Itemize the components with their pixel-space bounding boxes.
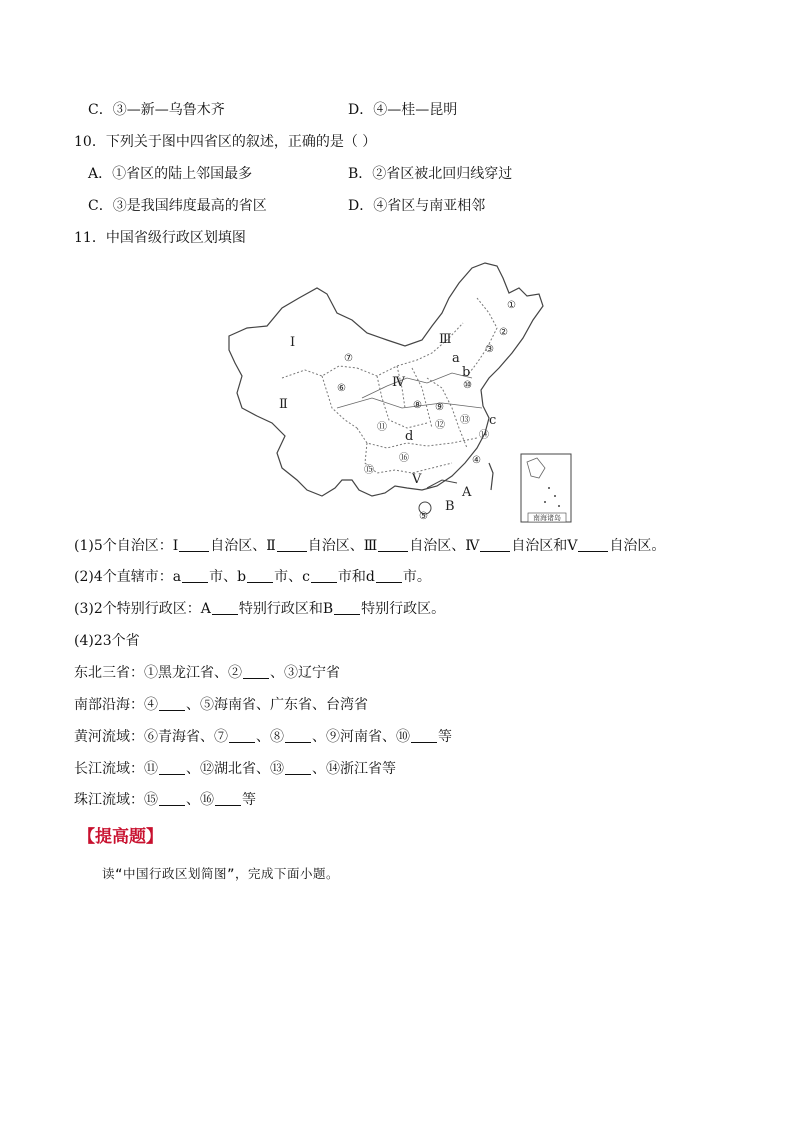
map-num-8: ⑧ [413, 400, 422, 411]
yangtze-text-3: 、⑭浙江省等 [312, 761, 396, 777]
part2-prefix: (2)4个直辖市： [74, 569, 173, 585]
northeast-text-1: 东北三省：①黑龙江省、② [74, 665, 242, 681]
blank-province-10[interactable] [411, 728, 437, 743]
map-num-9: ⑨ [435, 402, 444, 413]
part1-mark-3: Ⅲ [363, 538, 378, 554]
part2-suffix-a: 市、 [209, 569, 238, 585]
blank-province-8[interactable] [285, 728, 311, 743]
part2-mark-c: c [302, 569, 310, 585]
blank-sar-b[interactable] [334, 600, 360, 615]
part3-mark-a: A [200, 601, 211, 617]
q10-option-a: A．①省区的陆上邻国最多 [88, 166, 253, 182]
part3-suffix-b: 特别行政区。 [361, 601, 446, 617]
blank-region-1[interactable] [179, 537, 209, 552]
q11-stem: 11．中国省级行政区划填图 [74, 230, 246, 246]
map-label-roman-4: Ⅳ [392, 375, 405, 390]
map-label-roman-2: Ⅱ [279, 397, 288, 412]
south-coast-line [74, 695, 368, 715]
south-text-2: 、⑤海南省、广东省、台湾省 [186, 697, 368, 713]
map-num-2: ② [499, 327, 508, 338]
part3-line [74, 599, 445, 619]
pearl-river-line [74, 790, 256, 810]
q10-option-b: B．②省区被北回归线穿过 [348, 166, 513, 182]
northeast-text-2: 、③辽宁省 [270, 665, 340, 681]
map-label-city-a: a [452, 351, 460, 366]
map-label-roman-1: Ⅰ [290, 335, 296, 350]
blank-region-2[interactable] [277, 537, 307, 552]
part1-line [74, 536, 665, 556]
south-china-sea-inset [521, 454, 571, 522]
blank-city-c[interactable] [311, 568, 337, 583]
yellow-text-4: 等 [438, 729, 452, 745]
map-num-12: ⑫ [435, 420, 445, 431]
blank-province-15[interactable] [159, 791, 185, 806]
q9-option-c: C．③—新—乌鲁木齐 [88, 102, 225, 118]
pearl-text-1: 珠江流域：⑮ [74, 792, 158, 808]
map-num-3: ③ [485, 344, 494, 355]
part2-suffix-d: 市。 [402, 569, 431, 585]
yellow-text-1: 黄河流域：⑥青海省、⑦ [74, 729, 228, 745]
blank-sar-a[interactable] [212, 600, 238, 615]
part2-mark-a: a [172, 569, 182, 585]
map-label-sar-a: A [462, 485, 472, 500]
blank-province-2[interactable] [243, 664, 269, 679]
inset-label: 南海诸岛 [533, 514, 561, 522]
map-num-14: ⑭ [479, 430, 489, 441]
map-num-10: ⑩ [463, 380, 472, 391]
blank-province-7[interactable] [229, 728, 255, 743]
part1-suffix-3: 自治区、 [409, 538, 466, 554]
map-num-5: ⑤ [419, 511, 428, 522]
yangtze-text-2: 、⑫湖北省、⑬ [186, 761, 284, 777]
map-num-7: ⑦ [344, 353, 353, 364]
yellow-text-2: 、⑧ [256, 729, 284, 745]
part1-suffix-4: 自治区和 [511, 538, 568, 554]
blank-city-a[interactable] [182, 568, 208, 583]
china-outline [229, 263, 543, 496]
map-num-13: ⑬ [460, 415, 470, 426]
part3-mark-b: B [322, 601, 334, 617]
part1-mark-5: Ⅴ [567, 538, 578, 554]
part3-prefix: (3)2个特别行政区： [74, 601, 201, 617]
map-label-city-b: b [462, 365, 471, 380]
map-label-city-d: d [405, 429, 414, 444]
blank-region-5[interactable] [578, 537, 608, 552]
part4-line: (4)23个省 [74, 633, 140, 649]
pearl-text-3: 等 [242, 792, 256, 808]
blank-region-4[interactable] [480, 537, 510, 552]
yellow-text-3: 、⑨河南省、⑩ [312, 729, 410, 745]
map-label-roman-5: Ⅴ [412, 472, 422, 487]
map-label-sar-b: B [445, 499, 455, 514]
yangtze-line [74, 759, 396, 779]
map-num-4: ④ [472, 455, 481, 466]
blank-province-16[interactable] [215, 791, 241, 806]
part1-mark-1: Ⅰ [172, 538, 179, 554]
q10-option-c: C．③是我国纬度最高的省区 [88, 198, 267, 214]
part2-line [74, 567, 431, 587]
part1-suffix-1: 自治区、 [210, 538, 267, 554]
q10-stem: 10．下列关于图中四省区的叙述，正确的是（ ） [74, 134, 377, 150]
part3-suffix-a: 特别行政区和 [238, 601, 323, 617]
china-province-map [227, 258, 577, 528]
map-num-15: ⑮ [364, 465, 374, 476]
northeast-line [74, 663, 340, 683]
pearl-text-2: 、⑯ [186, 792, 214, 808]
blank-province-13[interactable] [285, 760, 311, 775]
part1-prefix: (1)5个自治区： [74, 538, 173, 554]
q10-option-d: D．④省区与南亚相邻 [348, 198, 486, 214]
reading-instruction: 读“中国行政区划简图”，完成下面小题。 [102, 866, 340, 881]
map-label-roman-3: Ⅲ [439, 332, 452, 347]
blank-city-d[interactable] [376, 568, 402, 583]
yellow-river-line [74, 727, 452, 747]
blank-province-4[interactable] [159, 696, 185, 711]
part1-mark-2: Ⅱ [266, 538, 276, 554]
part2-suffix-b: 市、 [274, 569, 303, 585]
blank-city-b[interactable] [247, 568, 273, 583]
part2-suffix-c: 市和 [337, 569, 366, 585]
part1-mark-4: Ⅳ [465, 538, 480, 554]
south-text-1: 南部沿海：④ [74, 697, 158, 713]
map-num-1: ① [507, 300, 516, 311]
part2-mark-b: b [237, 569, 247, 585]
map-num-6: ⑥ [337, 383, 346, 394]
advanced-heading: 【提高题】 [78, 827, 163, 847]
part2-mark-d: d [365, 569, 375, 585]
part1-suffix-5: 自治区。 [609, 538, 666, 554]
q9-option-d: D．④—桂—昆明 [348, 102, 458, 118]
part1-suffix-2: 自治区、 [307, 538, 364, 554]
map-label-city-c: c [489, 413, 497, 428]
yangtze-text-1: 长江流域：⑪ [74, 761, 158, 777]
blank-province-11[interactable] [159, 760, 185, 775]
blank-region-3[interactable] [378, 537, 408, 552]
map-num-16: ⑯ [399, 453, 409, 464]
map-num-11: ⑪ [377, 422, 387, 433]
